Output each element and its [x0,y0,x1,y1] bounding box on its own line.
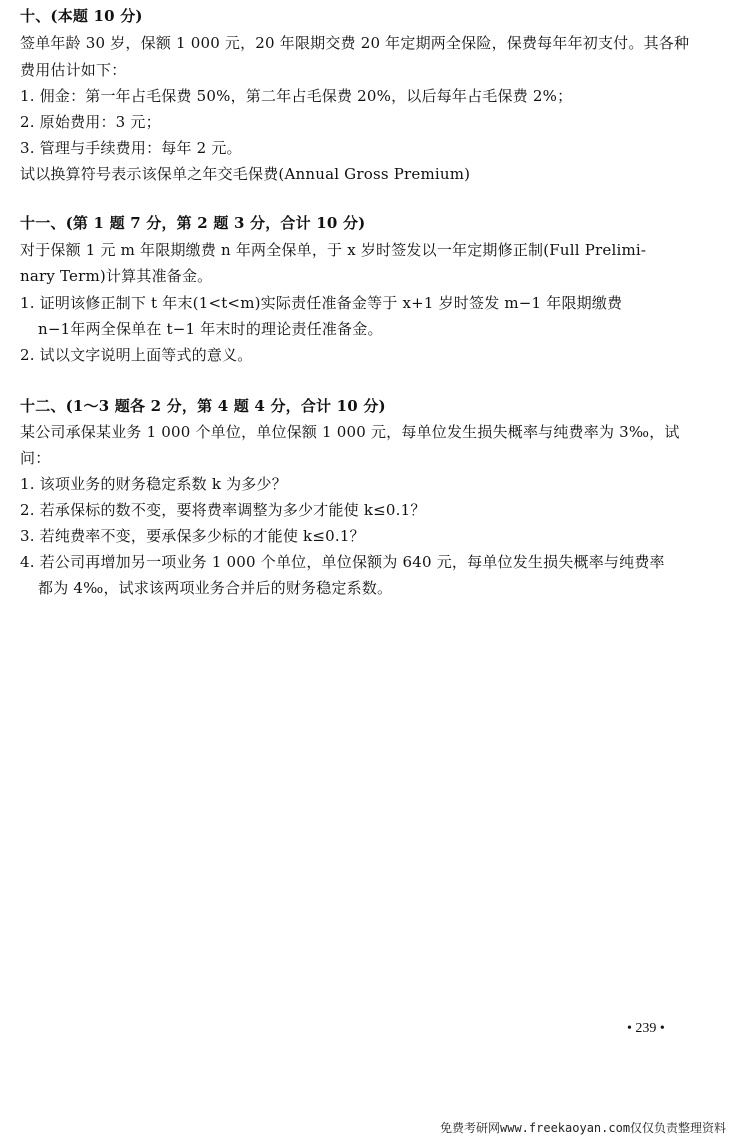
section-12-line-1: 某公司承保某业务 1 000 个单位，单位保额 1 000 元，每单位发生损失概率与纯费率为 3‰，试 [20,423,680,441]
section-12-item-1: 1. 该项业务的财务稳定系数 k 为多少？ [20,475,287,493]
section-10-line-1: 签单年龄 30 岁，保额 1 000 元，20 年限期交费 20 年定期两全保险，保费每年年初支付。其各种 [20,34,690,52]
section-11-item-2: 2. 试以文字说明上面等式的意义。 [20,346,253,364]
section-11-line-1: 对于保额 1 元 m 年限期缴费 n 年两全保单，于 x 岁时签发以一年定期修正制(Full Prelimi- [20,241,647,259]
section-11-heading: 十一、(第 1 题 7 分，第 2 题 3 分，合计 10 分) [20,214,366,232]
section-12-item-2: 2. 若承保标的数不变，要将费率调整为多少才能使 k≤0.1？ [20,501,426,519]
section-11-line-2: nary Term)计算其准备金。 [20,267,213,285]
section-12-line-2: 问： [20,449,51,467]
section-11-item-1-cont: n−1年两全保单在 t−1 年末时的理论责任准备金。 [38,320,383,338]
section-10-line-2: 费用估计如下： [20,61,127,79]
section-11-item-1: 1. 证明该修正制下 t 年末(1<t<m)实际责任准备金等于 x+1 岁时签发 m−1 年限期缴费 [20,294,623,312]
section-10-item-3: 3. 管理与手续费用：每年 2 元。 [20,139,242,157]
section-10-item-1: 1. 佣金：第一年占毛保费 50%，第二年占毛保费 20%，以后每年占毛保费 2%； [20,87,573,105]
page-number: • 239 • [627,1021,665,1036]
section-10-question: 试以换算符号表示该保单之年交毛保费(Annual Gross Premium) [20,165,471,183]
section-12-item-4-cont: 都为 4‰，试求该两项业务合并后的财务稳定系数。 [38,579,393,597]
section-12-item-3: 3. 若纯费率不变，要承保多少标的才能使 k≤0.1？ [20,527,365,545]
footer-watermark: 免费考研网www.freekaoyan.com仅仅负责整理资料 [440,1121,727,1135]
section-12-heading: 十二、(1～3 题各 2 分，第 4 题 4 分，合计 10 分) [20,397,386,415]
section-12-item-4: 4. 若公司再增加另一项业务 1 000 个单位，单位保额为 640 元，每单位发生损失概率与纯费率 [20,553,665,571]
section-10-heading: 十、(本题 10 分) [20,7,143,25]
section-10-item-2: 2. 原始费用：3 元； [20,113,161,131]
